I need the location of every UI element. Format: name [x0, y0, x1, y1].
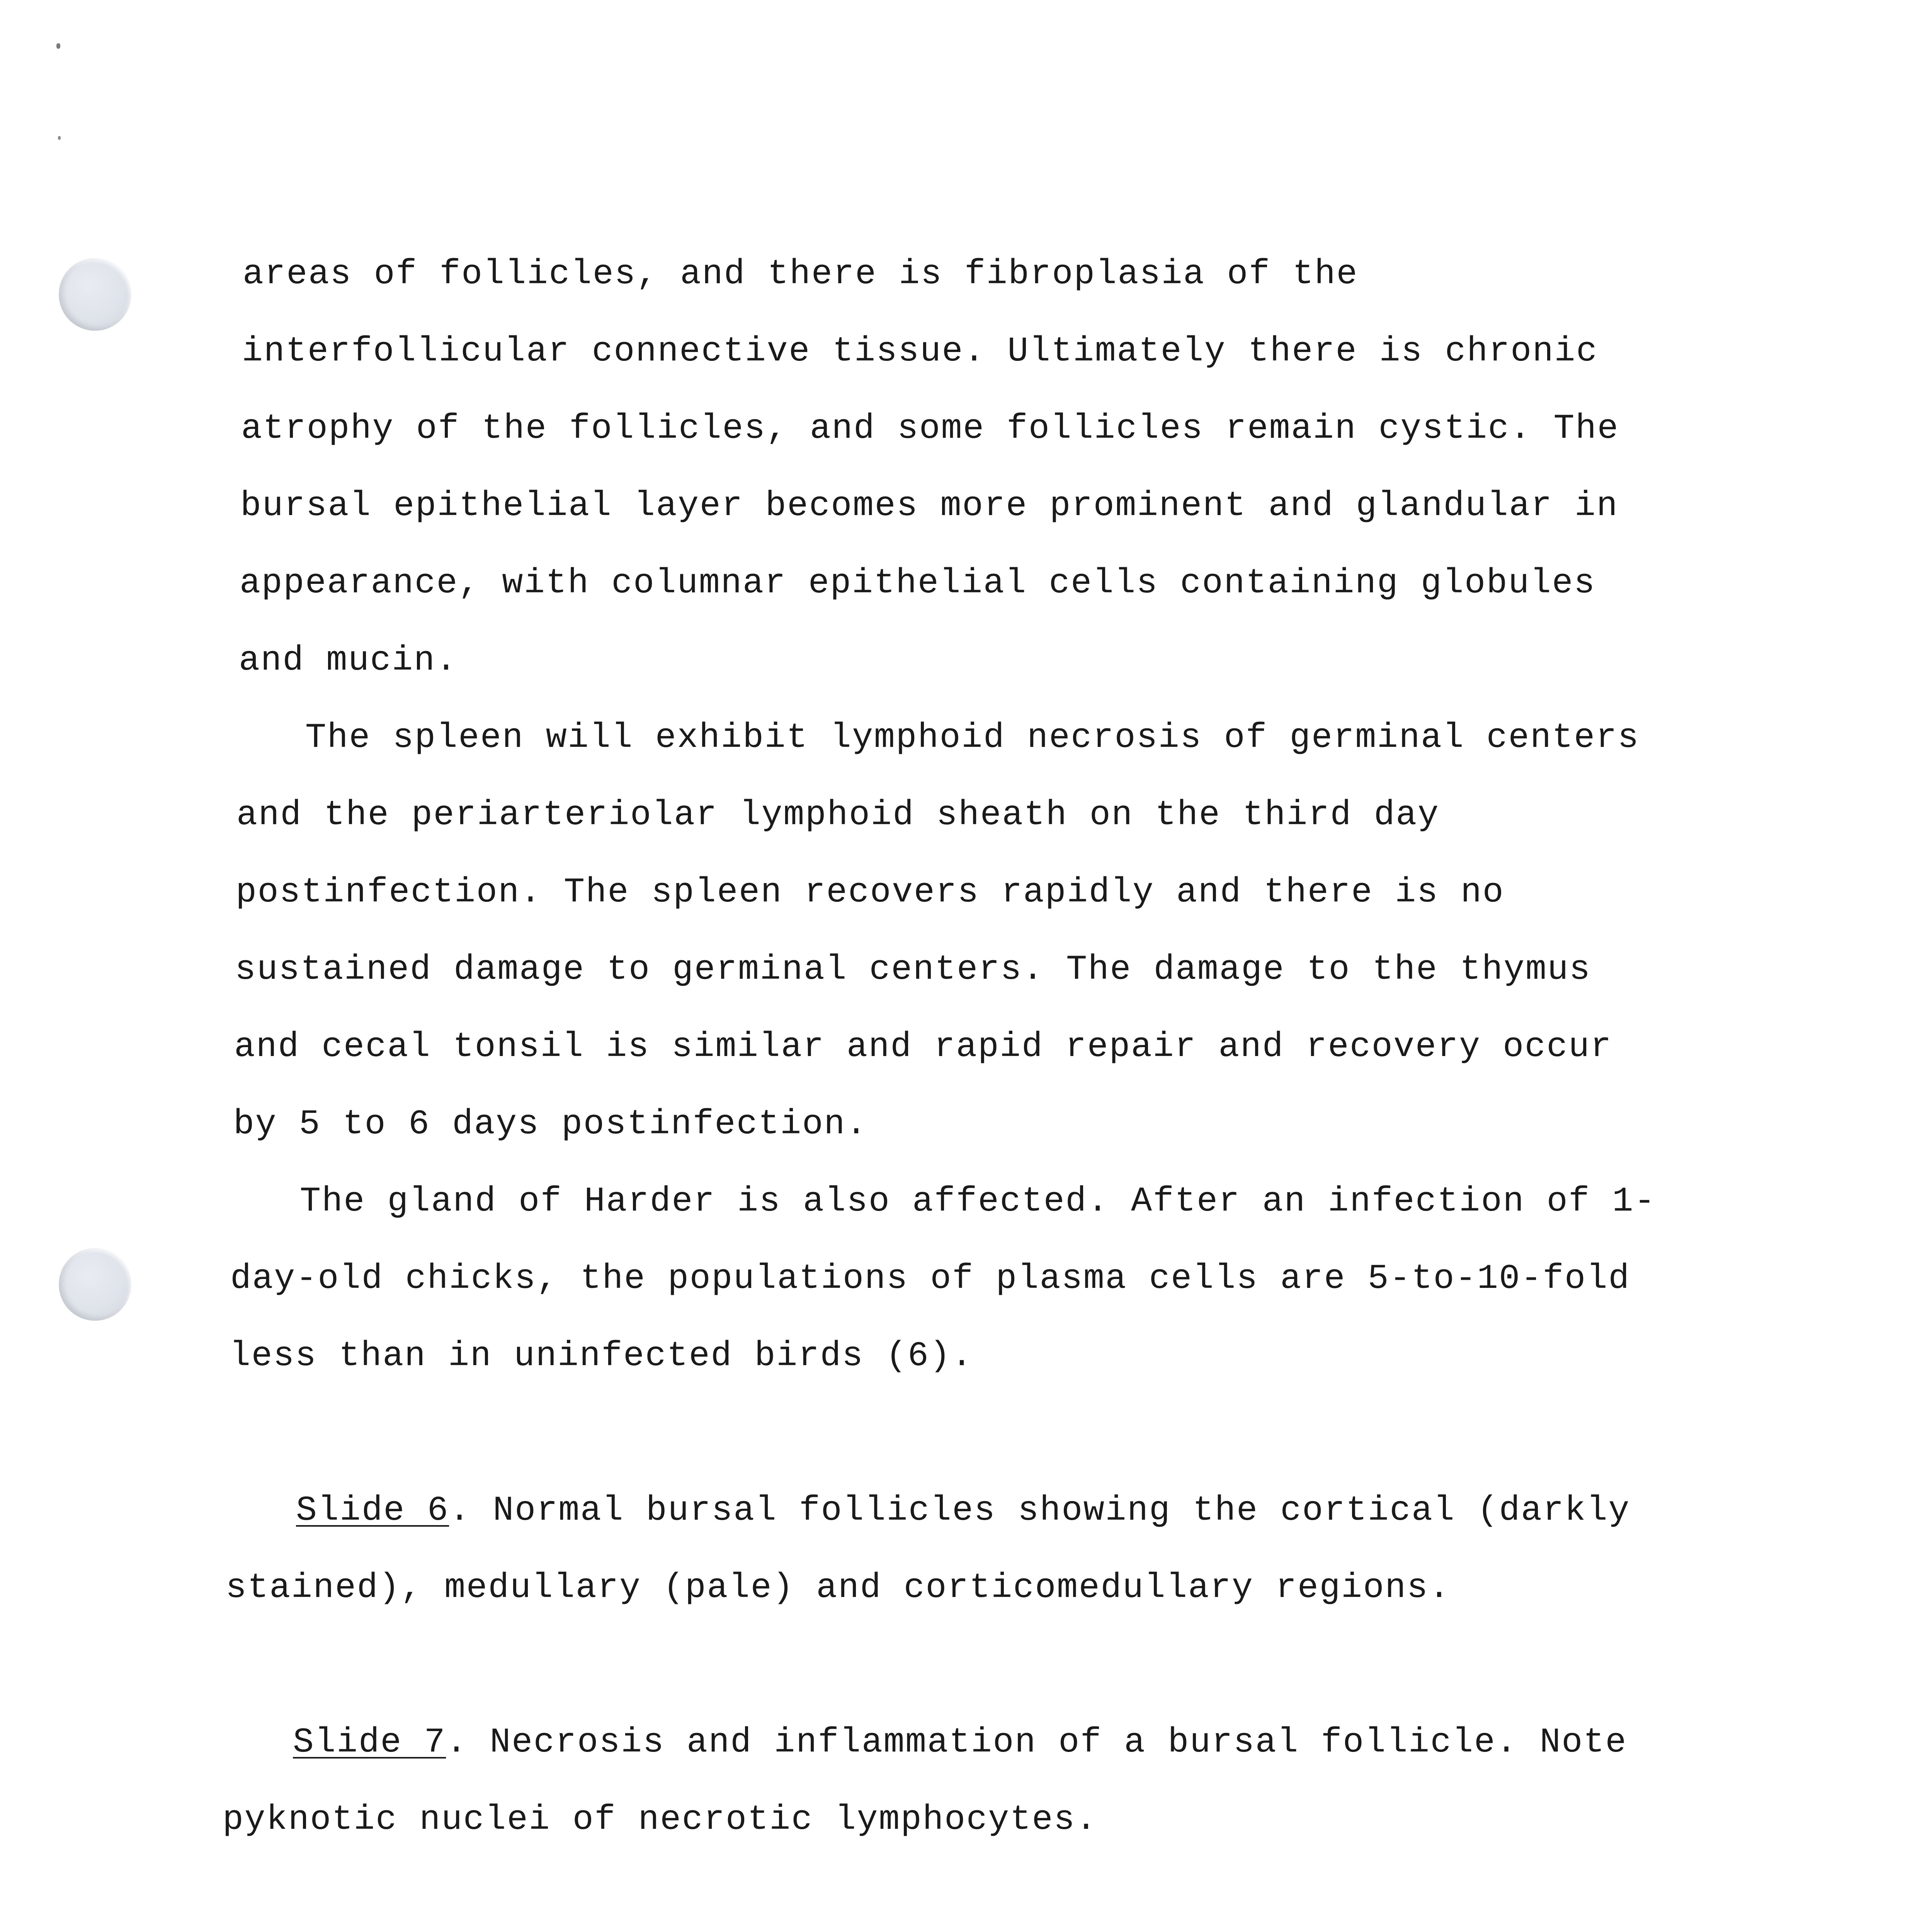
text-line: interfollicular connective tissue. Ultimately there is chronic: [242, 332, 1598, 371]
text-line: by 5 to 6 days postinfection.: [233, 1105, 868, 1144]
text-line: stained), medullary (pale) and corticomedullary regions.: [226, 1568, 1451, 1608]
text-line: postinfection. The spleen recovers rapidly and there is no: [236, 873, 1505, 912]
text-line: appearance, with columnar epithelial cells containing globules: [240, 564, 1596, 603]
slide-caption-text: . Normal bursal follicles showing the cortical (darkly: [449, 1491, 1631, 1531]
scan-speck: [56, 43, 60, 49]
slide-caption-first-line: [296, 1490, 1630, 1532]
slide-caption-text: . Necrosis and inflammation of a bursal follicle. Note: [446, 1723, 1628, 1762]
text-line: The gland of Harder is also affected. After an infection of 1-: [300, 1182, 1656, 1221]
text-line: day-old chicks, the populations of plasma cells are 5-to-10-fold: [230, 1259, 1630, 1299]
text-line: The spleen will exhibit lymphoid necrosis of germinal centers: [305, 718, 1640, 758]
text-line: and mucin.: [239, 641, 458, 680]
text-line: bursal epithelial layer becomes more prominent and glandular in: [240, 486, 1619, 526]
text-line: areas of follicles, and there is fibroplasia of the: [243, 255, 1359, 294]
punch-hole: [59, 1248, 131, 1321]
text-line: and cecal tonsil is similar and rapid repair and recovery occur: [234, 1027, 1612, 1067]
punch-hole: [59, 258, 131, 331]
scan-speck: [58, 136, 61, 140]
text-line: and the periarteriolar lymphoid sheath on the third day: [236, 796, 1440, 835]
slide-label: Slide 7: [293, 1723, 446, 1762]
text-line: pyknotic nuclei of necrotic lymphocytes.: [223, 1800, 1098, 1840]
text-line: less than in uninfected birds (6).: [230, 1337, 973, 1376]
text-line: atrophy of the follicles, and some follicles remain cystic. The: [241, 409, 1619, 449]
text-line: sustained damage to germinal centers. The damage to the thymus: [235, 950, 1591, 990]
slide-caption-first-line: [293, 1721, 1627, 1764]
slide-label: Slide 6: [296, 1491, 449, 1531]
